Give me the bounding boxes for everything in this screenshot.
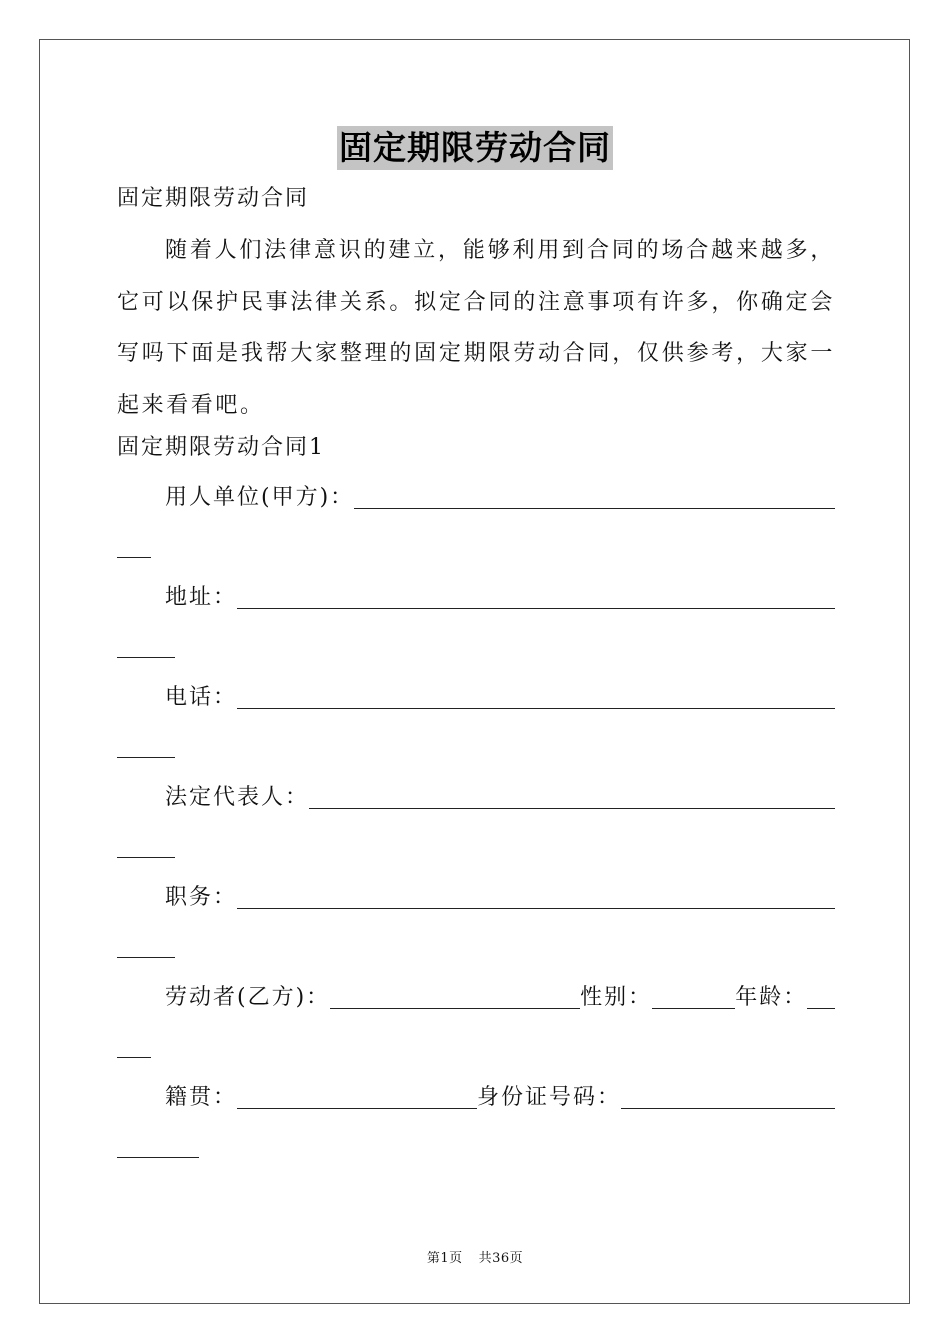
legal-rep-input-line-continued[interactable] bbox=[117, 857, 175, 858]
document-title: 固定期限劳动合同 bbox=[337, 126, 613, 170]
legal-rep-field bbox=[165, 783, 835, 813]
legal-rep-input-line[interactable] bbox=[309, 786, 835, 809]
address-label: 地址： bbox=[165, 585, 238, 610]
page-number: 第1页 bbox=[426, 1251, 463, 1266]
address-input-line-continued[interactable] bbox=[117, 657, 175, 658]
page-footer bbox=[0, 1247, 950, 1266]
worker-input-line[interactable] bbox=[330, 986, 580, 1009]
address-field bbox=[165, 583, 835, 613]
phone-input-line[interactable] bbox=[237, 686, 835, 709]
employer-field bbox=[165, 483, 835, 513]
age-label: 年龄： bbox=[735, 985, 808, 1010]
address-input-line[interactable] bbox=[237, 586, 835, 609]
worker-label: 劳动者(乙方)： bbox=[165, 985, 331, 1010]
gender-input-line[interactable] bbox=[652, 986, 735, 1009]
position-input-line[interactable] bbox=[237, 886, 835, 909]
origin-id-field bbox=[165, 1083, 835, 1113]
age-input-line-continued[interactable] bbox=[117, 1057, 151, 1058]
section-heading: 固定期限劳动合同1 bbox=[117, 435, 325, 460]
legal-rep-label: 法定代表人： bbox=[165, 785, 310, 810]
phone-input-line-continued[interactable] bbox=[117, 757, 175, 758]
document-subtitle: 固定期限劳动合同 bbox=[117, 186, 310, 211]
phone-label: 电话： bbox=[165, 685, 238, 710]
employer-input-line[interactable] bbox=[354, 486, 835, 509]
id-input-line-continued[interactable] bbox=[117, 1157, 199, 1158]
origin-input-line[interactable] bbox=[237, 1086, 477, 1109]
id-label: 身份证号码： bbox=[477, 1085, 622, 1110]
age-input-line[interactable] bbox=[807, 986, 835, 1009]
employer-input-line-continued[interactable] bbox=[117, 557, 151, 558]
phone-field bbox=[165, 683, 835, 713]
origin-label: 籍贯： bbox=[165, 1085, 238, 1110]
position-label: 职务： bbox=[165, 885, 238, 910]
page-total: 共36页 bbox=[478, 1251, 524, 1266]
title-container bbox=[0, 126, 950, 170]
gender-label: 性别： bbox=[580, 985, 653, 1010]
position-input-line-continued[interactable] bbox=[117, 957, 175, 958]
worker-field bbox=[165, 983, 835, 1013]
id-input-line[interactable] bbox=[621, 1086, 835, 1109]
position-field bbox=[165, 883, 835, 913]
intro-paragraph: 随着人们法律意识的建立，能够利用到合同的场合越来越多，它可以保护民事法律关系。拟定合同的注意事项有许多，你确定会写吗下面是我帮大家整理的固定期限劳动合同，仅供参考，大家一起来看看吧。 bbox=[117, 238, 835, 418]
employer-label: 用人单位(甲方)： bbox=[165, 485, 355, 510]
